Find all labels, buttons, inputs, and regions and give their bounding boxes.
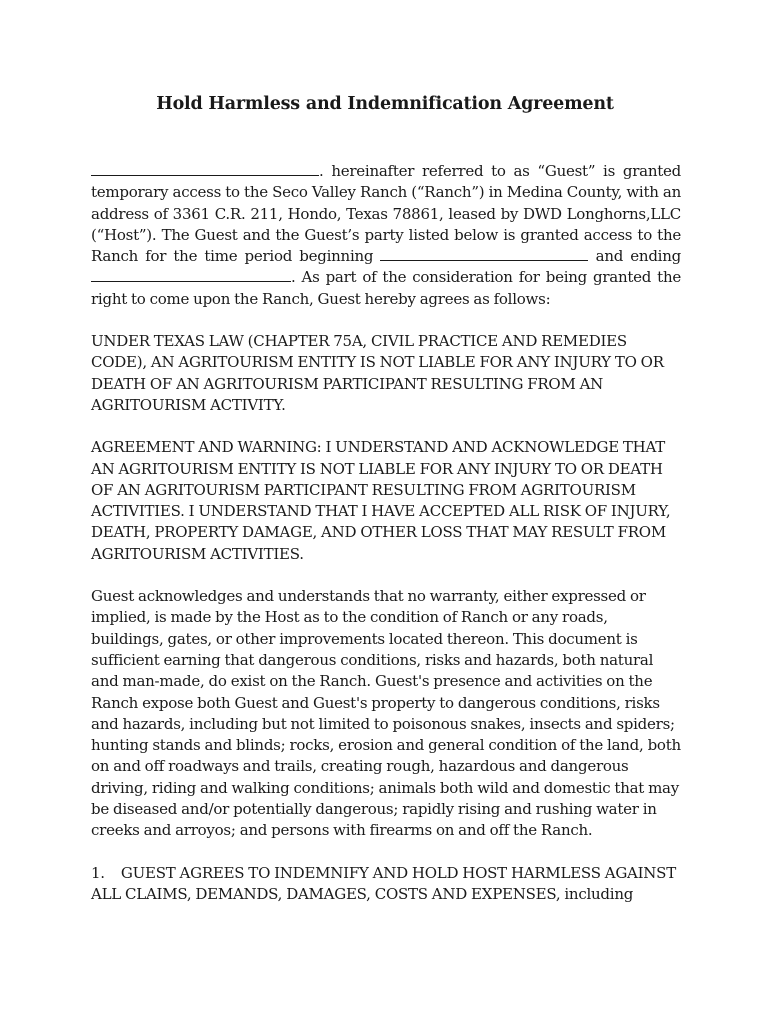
document-body xyxy=(91,161,681,926)
intro-paragraph xyxy=(91,161,681,310)
document-title: Hold Harmless and Indemnification Agreement xyxy=(156,94,614,114)
intro-text-2: and ending xyxy=(595,247,681,266)
intro-text-1: . hereinafter referred to as “Guest” is granted temporary access to the Seco Valley Ranch (“Ranch”) in Medina County, with an address of 3361 C.R. 211, Hondo, Texas 78861, leased by DWD Longhorns,LLC (“Host”). The Guest and the Guest’s party listed below is granted access to the Ranch for the time period beginning xyxy=(91,162,681,266)
end-date-blank[interactable] xyxy=(91,267,291,282)
guest-name-blank[interactable] xyxy=(91,161,319,176)
intro-text-3: . As part of the consideration for being granted the right to come upon the Ranch, Guest hereby agrees as follows: xyxy=(91,268,681,308)
clause-1-paragraph: 1. GUEST AGREES TO INDEMNIFY AND HOLD HOST HARMLESS AGAINST ALL CLAIMS, DEMANDS, DAMAGES, COSTS AND EXPENSES, including xyxy=(91,863,680,903)
agreement-warning-paragraph: AGREEMENT AND WARNING: I UNDERSTAND AND ACKNOWLEDGE THAT AN AGRITOURISM ENTITY IS NOT LIABLE FOR ANY INJURY TO OR DEATH OF AN AGRITOURISM PARTICIPANT RESULTING FROM AGRITOURISM ACTIVITIES. I UNDERSTAND THAT I HAVE ACCEPTED ALL RISK OF INJURY, DEATH, PROPERTY DAMAGE, AND OTHER LOSS THAT MAY RESULT FROM AGRITOURISM ACTIVITIES. xyxy=(91,438,671,563)
texas-law-paragraph: UNDER TEXAS LAW (CHAPTER 75A, CIVIL PRACTICE AND REMEDIES CODE), AN AGRITOURISM ENTITY IS NOT LIABLE FOR ANY INJURY TO OR DEATH OF AN AGRITOURISM PARTICIPANT RESULTING FROM AN AGRITOURISM ACTIVITY. xyxy=(91,332,664,414)
begin-date-blank[interactable] xyxy=(380,246,588,261)
acknowledgement-paragraph: Guest acknowledges and understands that no warranty, either expressed or implied, is made by the Host as to the condition of Ranch or any roads, buildings, gates, or other improvements located thereon. This document is sufficient earning that dangerous conditions, risks and hazards, both natural and man-made, do exist on the Ranch. Guest's presence and activities on the Ranch expose both Guest and Guest's property to dangerous conditions, risks and hazards, including but not limited to poisonous snakes, insects and spiders; hunting stands and blinds; rocks, erosion and general condition of the land, both on and off roadways and trails, creating rough, hazardous and dangerous driving, riding and walking conditions; animals both wild and domestic that may be diseased and/or potentially dangerous; rapidly rising and rushing water in creeks and arroyos; and persons with firearms on and off the Ranch. xyxy=(91,587,681,840)
